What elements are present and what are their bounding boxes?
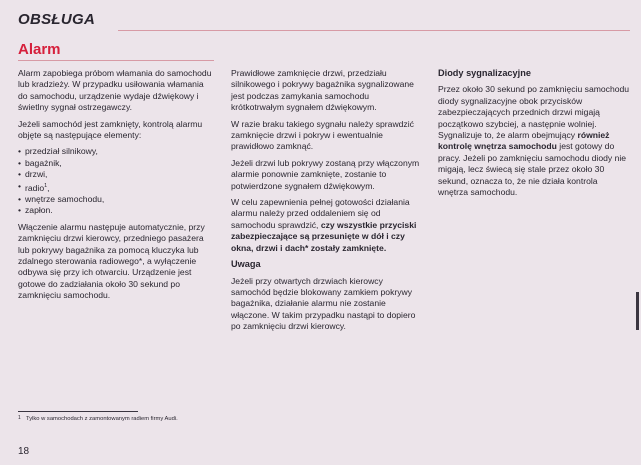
paragraph: Jeżeli przy otwartych drzwiach kierowcy samochód będzie blokowany zamkiem pokrywy bagażnika, działanie alarmu nie zostanie włączone. W takim przypadku nastąpi to dopiero po zamknięciu drzwi kierowcy.: [231, 275, 416, 332]
paragraph: [438, 84, 630, 198]
paragraph-text: Przez około 30 sekund po zamknięciu samochodu diody sygnalizacyjne obok przycisków zabezpieczających przednich drzwi migają początkowo szybciej, a następnie wolniej. Sygnalizuje to, że alarm obejmujący: [438, 84, 630, 141]
paragraph: W razie braku takiego sygnału należy sprawdzić zamknięcie drzwi i pokryw i ewentualnie prawidłowo zamknąć.: [231, 118, 414, 152]
paragraph: Włączenie alarmu następuje automatycznie, przy zamknięciu drzwi kierowcy, przedniego pasażera lub pokrywy bagażnika za pomocą kluczyka lub zdalnego sterowania radiowego*, a wyłączenie odbywa się przy ich otwarciu. Urządzenie jest gotowe do zadziałania około 30 sekund po zamknięciu samochodu.: [18, 221, 205, 301]
monitored-elements-list: [18, 146, 214, 216]
column-right: [438, 68, 630, 203]
list-item: • zapłon.: [18, 205, 214, 216]
subsection-heading: Diody sygnalizacyjne: [438, 68, 531, 78]
paragraph: [231, 197, 423, 254]
footnote: [18, 416, 228, 423]
chapter-title: OBSŁUGA: [18, 11, 96, 28]
section-rule: [18, 60, 214, 61]
paragraph-text: jest gotowy do pracy. Jeżeli po zamknięciu samochodu diody nie migają, lecz świecą się stale przez około 30 sekund, oznacza to, że nie działa kontrola wnętrza samochodu.: [438, 141, 627, 198]
section-title: Alarm: [18, 41, 61, 58]
paragraph: Alarm zapobiega próbom włamania do samochodu lub kradzieży. W przypadku usiłowania włamania do samochodu, urządzenie wydaje dźwiękowy i świetlny sygnał ostrzegawczy.: [18, 68, 212, 113]
header-rule: [118, 30, 630, 31]
list-item: [18, 181, 214, 194]
column-left: [18, 68, 214, 307]
list-item: • bagażnik,: [18, 158, 214, 169]
footnote-ref: 1: [44, 182, 48, 189]
column-middle: [231, 68, 423, 338]
paragraph-emphasis: również kontrolę wnętrza samochodu: [438, 130, 610, 152]
list-item: • wnętrze samochodu,: [18, 194, 214, 205]
page-number: 18: [18, 446, 30, 457]
footnote-rule: [18, 411, 138, 412]
list-item: • drzwi,: [18, 169, 214, 180]
list-item-text: radio: [25, 182, 45, 193]
warning-heading: Uwaga: [231, 259, 261, 270]
paragraph: Jeżeli drzwi lub pokrywy zostaną przy włączonym alarmie ponownie zamknięte, zostanie to potwierdzone sygnałem dźwiękowym.: [231, 157, 420, 191]
footnote-text: Tylko w samochodach z zamontowanym radiem firmy Audi.: [26, 416, 178, 422]
thumb-tab-marker: [636, 292, 639, 330]
list-item-punct: ,: [47, 182, 50, 193]
paragraph: Jeżeli samochód jest zamknięty, kontrolą alarmu objęte są następujące elementy:: [18, 118, 203, 141]
paragraph-text: W celu zapewnienia pełnej gotowości działania alarmu należy przed oddaleniem się od samochodu sprawdzić,: [231, 197, 410, 230]
paragraph-emphasis: czy wszystkie przyciski zabezpieczające są przesunięte w dół i czy okna, drzwi i dach* zostały zamknięte.: [231, 219, 417, 253]
paragraph: Prawidłowe zamknięcie drzwi, przedziału silnikowego i pokrywy bagażnika sygnalizowane jest podczas zamykania samochodu krótkotrwałym sygnałem dźwiękowym.: [231, 68, 414, 113]
footnote-mark: 1: [18, 415, 21, 421]
list-item: • przedział silnikowy,: [18, 146, 214, 157]
